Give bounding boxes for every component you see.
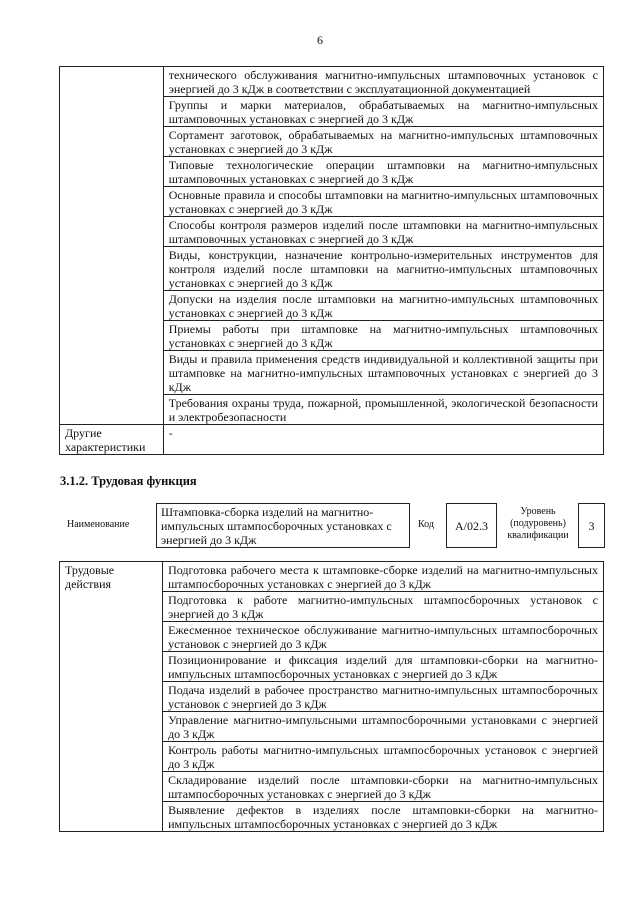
table-cell: Выявление дефектов в изделиях после штамповки-сборки на магнитно-импульсных штампосборочных установках с энергией до 3 кДж: [163, 802, 604, 832]
table-cell: Группы и марки материалов, обрабатываемых на магнитно-импульсных штамповочных установках с энергией до 3 кДж: [163, 97, 603, 127]
table-cell: Позиционирование и фиксация изделий для штамповки-сборки на магнитно-импульсных штампосборочных установках с энергией до 3 кДж: [163, 652, 604, 682]
table-cell: технического обслуживания магнитно-импульсных штамповочных установок с энергией до 3 кДж в соответствии с эксплуатационной документацией: [163, 67, 603, 97]
level-value-box: 3: [578, 503, 605, 548]
table-cell: Подача изделий в рабочее пространство магнитно-импульсных штампосборочных установок с энергией до 3 кДж: [163, 682, 604, 712]
table-cell: Виды и правила применения средств индивидуальной и коллективной защиты при штамповке на магнитно-импульсных штамповочных установках с энергией до 3 кДж: [163, 351, 603, 395]
table-row: [60, 67, 604, 97]
knowledge-table: [59, 66, 604, 455]
function-name-box: Штамповка-сборка изделий на магнитно-импульсных штампосборочных установках с энергией до 3 кДж: [156, 503, 410, 548]
table-cell: Сортамент заготовок, обрабатываемых на магнитно-импульсных штамповочных установках с энергией до 3 кДж: [163, 127, 603, 157]
table-cell: Виды, конструкции, назначение контрольно-измерительных инструментов для контроля изделий после штамповки на магнитно-импульсных штамповочных установках с энергией до 3 кДж: [163, 247, 603, 291]
other-characteristics-label: Другие характеристики: [60, 425, 164, 455]
table-row: [60, 425, 604, 455]
table-cell: Подготовка к работе магнитно-импульсных штампосборочных установок с энергией до 3 кДж: [163, 592, 604, 622]
code-label: Код: [418, 519, 434, 530]
table-label-cell: [60, 67, 164, 425]
name-label: Наименование: [67, 519, 130, 530]
labor-actions-label: Трудовые действия: [60, 562, 163, 832]
level-label: Уровень (подуровень) квалификации: [507, 506, 569, 541]
other-characteristics-value: -: [163, 425, 603, 455]
table-cell: Управление магнитно-импульсными штампосборочными установками с энергией до 3 кДж: [163, 712, 604, 742]
table-cell: Требования охраны труда, пожарной, промышленной, экологической безопасности и электробезопасности: [163, 395, 603, 425]
table-cell: Основные правила и способы штамповки на магнитно-импульсных штамповочных установках с энергией до 3 кДж: [163, 187, 603, 217]
section-title: 3.1.2. Трудовая функция: [60, 474, 197, 488]
table-cell: Допуски на изделия после штамповки на магнитно-импульсных штамповочных установках с энергией до 3 кДж: [163, 291, 603, 321]
page-number: 6: [317, 33, 323, 47]
table-cell: Ежесменное техническое обслуживание магнитно-импульсных штампосборочных установок с энергией до 3 кДж: [163, 622, 604, 652]
table-cell: Приемы работы при штамповке на магнитно-импульсных штамповочных установках с энергией до 3 кДж: [163, 321, 603, 351]
table-row: [60, 562, 604, 592]
table-cell: Подготовка рабочего места к штамповке-сборке изделий на магнитно-импульсных штампосборочных установках с энергией до 3 кДж: [163, 562, 604, 592]
labor-actions-table: [59, 561, 604, 832]
table-cell: Способы контроля размеров изделий после штамповки на магнитно-импульсных штамповочных установках с энергией до 3 кДж: [163, 217, 603, 247]
table-cell: Складирование изделий после штамповки-сборки на магнитно-импульсных штампосборочных установках с энергией до 3 кДж: [163, 772, 604, 802]
table-cell: Контроль работы магнитно-импульсных штампосборочных установок с энергией до 3 кДж: [163, 742, 604, 772]
code-value-box: A/02.3: [446, 503, 497, 548]
table-cell: Типовые технологические операции штамповки на магнитно-импульсных штамповочных установках с энергией до 3 кДж: [163, 157, 603, 187]
